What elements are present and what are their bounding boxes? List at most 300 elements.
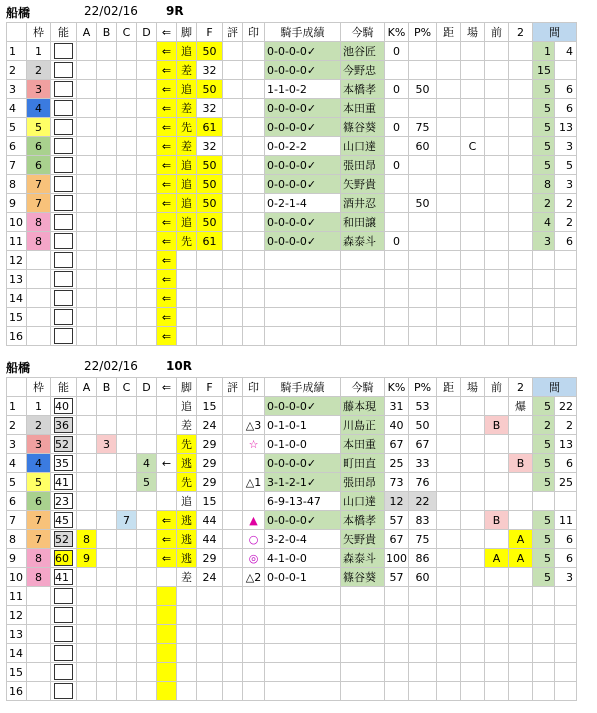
col-d	[137, 625, 157, 644]
second	[509, 625, 533, 644]
jockey-name: 本田重	[341, 435, 385, 454]
course	[461, 492, 485, 511]
col-a	[77, 606, 97, 625]
ability[interactable]	[51, 194, 77, 213]
interval-2: 11	[555, 511, 577, 530]
arrow: ⇐	[157, 42, 177, 61]
frame-number: 5	[27, 118, 51, 137]
previous	[485, 327, 509, 346]
mark	[243, 587, 265, 606]
jockey-record	[265, 644, 341, 663]
col-d	[137, 194, 157, 213]
col-c	[117, 568, 137, 587]
previous	[485, 473, 509, 492]
jockey-name	[341, 289, 385, 308]
col-b	[97, 137, 117, 156]
col-d	[137, 549, 157, 568]
frame-number	[27, 308, 51, 327]
k-percent	[385, 251, 409, 270]
arrow	[157, 682, 177, 701]
jockey-name	[341, 663, 385, 682]
jockey-name	[341, 327, 385, 346]
interval: 5	[533, 397, 555, 416]
k-percent: 12	[385, 492, 409, 511]
interval-2: 6	[555, 80, 577, 99]
arrow: ⇐	[157, 251, 177, 270]
course	[461, 270, 485, 289]
ability-input-box[interactable]	[54, 417, 73, 433]
col-c	[117, 435, 137, 454]
header-p-percent: P%	[409, 23, 437, 42]
course	[461, 213, 485, 232]
ability-input-box[interactable]	[54, 309, 73, 325]
k-percent: 57	[385, 511, 409, 530]
running-style: 差	[177, 137, 197, 156]
rating	[223, 156, 243, 175]
ability-input-box[interactable]	[54, 474, 73, 490]
col-b	[97, 587, 117, 606]
horse-number: 4	[7, 99, 27, 118]
frame-number: 5	[27, 473, 51, 492]
ability[interactable]	[51, 416, 77, 435]
p-percent: 33	[409, 454, 437, 473]
header-jockey-record: 騎手成績	[265, 23, 341, 42]
horse-number: 12	[7, 251, 27, 270]
mark	[243, 397, 265, 416]
ability-input-box[interactable]	[54, 550, 73, 566]
col-c	[117, 473, 137, 492]
ability[interactable]	[51, 270, 77, 289]
header-frame-number: 枠	[27, 23, 51, 42]
table-row	[7, 549, 577, 568]
ability-input-box[interactable]	[54, 493, 73, 509]
ability-value: 52	[55, 438, 69, 451]
ability-input-box[interactable]	[54, 398, 73, 414]
arrow: ⇐	[157, 99, 177, 118]
header-col-b: B	[97, 378, 117, 397]
k-percent: 73	[385, 473, 409, 492]
ability[interactable]	[51, 530, 77, 549]
p-percent	[409, 587, 437, 606]
p-percent: 22	[409, 492, 437, 511]
ability-value: 36	[55, 419, 69, 432]
jockey-record	[265, 663, 341, 682]
second	[509, 606, 533, 625]
previous	[485, 625, 509, 644]
frame-number	[27, 289, 51, 308]
k-percent: 0	[385, 232, 409, 251]
header-horse-number	[7, 23, 27, 42]
ability-input-box[interactable]	[54, 43, 73, 59]
ability[interactable]	[51, 137, 77, 156]
ability-input-box[interactable]	[54, 588, 73, 604]
ability[interactable]	[51, 568, 77, 587]
ability[interactable]	[51, 80, 77, 99]
ability[interactable]	[51, 473, 77, 492]
k-percent	[385, 194, 409, 213]
header-mark: 印	[243, 23, 265, 42]
header-row	[7, 23, 577, 42]
jockey-name: 和田譲	[341, 213, 385, 232]
col-d: 4	[137, 454, 157, 473]
running-style: 追	[177, 397, 197, 416]
header-previous: 前	[485, 23, 509, 42]
arrow: ⇐	[157, 530, 177, 549]
course	[461, 327, 485, 346]
interval	[533, 327, 555, 346]
table-row	[7, 156, 577, 175]
k-percent: 31	[385, 397, 409, 416]
p-percent	[409, 663, 437, 682]
course	[461, 289, 485, 308]
ability[interactable]	[51, 175, 77, 194]
ability-input-box[interactable]	[54, 569, 73, 585]
horse-number: 16	[7, 682, 27, 701]
interval-2: 25	[555, 473, 577, 492]
course	[461, 251, 485, 270]
ability-input-box[interactable]	[54, 176, 73, 192]
col-b	[97, 644, 117, 663]
f-value: 50	[197, 175, 223, 194]
ability-input-box[interactable]	[54, 645, 73, 661]
p-percent	[409, 308, 437, 327]
f-value	[197, 270, 223, 289]
ability-input-box[interactable]	[54, 436, 73, 452]
arrow: ⇐	[157, 137, 177, 156]
arrow	[157, 492, 177, 511]
frame-number	[27, 251, 51, 270]
p-percent	[409, 682, 437, 701]
ability-input-box[interactable]	[54, 328, 73, 344]
f-value	[197, 587, 223, 606]
running-style: 追	[177, 213, 197, 232]
running-style	[177, 270, 197, 289]
col-b	[97, 99, 117, 118]
frame-number: 2	[27, 416, 51, 435]
frame-number	[27, 270, 51, 289]
interval: 5	[533, 137, 555, 156]
course	[461, 99, 485, 118]
col-b	[97, 80, 117, 99]
interval: 15	[533, 61, 555, 80]
previous	[485, 137, 509, 156]
interval-2	[555, 270, 577, 289]
rating	[223, 549, 243, 568]
header-running-style: 脚	[177, 378, 197, 397]
race-number: 9R	[166, 4, 184, 18]
ability[interactable]	[51, 42, 77, 61]
ability[interactable]	[51, 454, 77, 473]
ability[interactable]	[51, 549, 77, 568]
ability[interactable]	[51, 663, 77, 682]
ability-value: 35	[55, 457, 69, 470]
arrow: ⇐	[157, 232, 177, 251]
k-percent	[385, 327, 409, 346]
ability-input-box[interactable]	[54, 512, 73, 528]
interval	[533, 682, 555, 701]
jockey-name	[341, 251, 385, 270]
ability-input-box[interactable]	[54, 271, 73, 287]
interval-2	[555, 663, 577, 682]
previous	[485, 270, 509, 289]
jockey-record	[265, 587, 341, 606]
ability-input-box[interactable]	[54, 455, 73, 471]
k-percent	[385, 682, 409, 701]
f-value: 61	[197, 232, 223, 251]
col-d	[137, 416, 157, 435]
distance	[437, 251, 461, 270]
frame-number: 7	[27, 194, 51, 213]
jockey-name: 藤本現	[341, 397, 385, 416]
course	[461, 156, 485, 175]
previous: B	[485, 416, 509, 435]
running-style: 追	[177, 80, 197, 99]
ability[interactable]	[51, 327, 77, 346]
k-percent	[385, 644, 409, 663]
second	[509, 156, 533, 175]
f-value: 50	[197, 80, 223, 99]
table-row	[7, 194, 577, 213]
col-c	[117, 606, 137, 625]
second	[509, 99, 533, 118]
interval-2	[555, 625, 577, 644]
frame-number: 8	[27, 232, 51, 251]
rating	[223, 308, 243, 327]
interval-2	[555, 644, 577, 663]
ability[interactable]	[51, 118, 77, 137]
mark	[243, 156, 265, 175]
frame-number: 7	[27, 530, 51, 549]
course	[461, 454, 485, 473]
col-a	[77, 327, 97, 346]
frame-number	[27, 327, 51, 346]
col-b	[97, 568, 117, 587]
col-a	[77, 251, 97, 270]
second	[509, 492, 533, 511]
col-c	[117, 232, 137, 251]
jockey-name: 矢野貴	[341, 175, 385, 194]
header-col-a: A	[77, 378, 97, 397]
table-row	[7, 663, 577, 682]
table-row	[7, 416, 577, 435]
frame-number: 6	[27, 137, 51, 156]
interval: 2	[533, 194, 555, 213]
ability[interactable]	[51, 61, 77, 80]
interval: 5	[533, 80, 555, 99]
ability[interactable]	[51, 625, 77, 644]
header-k-percent: K%	[385, 378, 409, 397]
ability[interactable]	[51, 435, 77, 454]
ability-input-box[interactable]	[54, 100, 73, 116]
running-style	[177, 327, 197, 346]
ability[interactable]	[51, 587, 77, 606]
frame-number: 6	[27, 156, 51, 175]
running-style: 先	[177, 118, 197, 137]
col-a	[77, 416, 97, 435]
ability[interactable]	[51, 606, 77, 625]
rating	[223, 530, 243, 549]
rating	[223, 80, 243, 99]
col-c	[117, 156, 137, 175]
ability-input-box[interactable]	[54, 683, 73, 699]
ability-input-box[interactable]	[54, 531, 73, 547]
col-b	[97, 682, 117, 701]
ability-value: 41	[55, 476, 69, 489]
jockey-name: 張田昂	[341, 156, 385, 175]
previous	[485, 232, 509, 251]
ability-input-box[interactable]	[54, 290, 73, 306]
running-style: 追	[177, 175, 197, 194]
col-d	[137, 587, 157, 606]
running-style: 追	[177, 42, 197, 61]
col-c	[117, 194, 137, 213]
ability[interactable]	[51, 682, 77, 701]
col-d	[137, 435, 157, 454]
second	[509, 568, 533, 587]
p-percent	[409, 156, 437, 175]
ability[interactable]	[51, 213, 77, 232]
ability[interactable]	[51, 289, 77, 308]
frame-number: 7	[27, 511, 51, 530]
interval: 5	[533, 568, 555, 587]
col-c	[117, 327, 137, 346]
ability-input-box[interactable]	[54, 664, 73, 680]
k-percent	[385, 175, 409, 194]
ability[interactable]	[51, 397, 77, 416]
ability-input-box[interactable]	[54, 157, 73, 173]
header-jockey-name: 今騎	[341, 378, 385, 397]
ability-input-box[interactable]	[54, 214, 73, 230]
ability-input-box[interactable]	[54, 195, 73, 211]
ability[interactable]	[51, 251, 77, 270]
ability[interactable]	[51, 99, 77, 118]
f-value	[197, 308, 223, 327]
col-a	[77, 137, 97, 156]
k-percent: 67	[385, 530, 409, 549]
header-row	[7, 378, 577, 397]
p-percent: 50	[409, 416, 437, 435]
interval-2: 4	[555, 42, 577, 61]
ability-input-box[interactable]	[54, 81, 73, 97]
horse-number: 10	[7, 568, 27, 587]
course	[461, 308, 485, 327]
table-row	[7, 99, 577, 118]
mark	[243, 42, 265, 61]
col-d	[137, 213, 157, 232]
interval	[533, 587, 555, 606]
col-a: 9	[77, 549, 97, 568]
interval-2: 2	[555, 194, 577, 213]
table-row	[7, 682, 577, 701]
jockey-record	[265, 606, 341, 625]
frame-number	[27, 606, 51, 625]
mark	[243, 663, 265, 682]
header-col-b: B	[97, 23, 117, 42]
second: B	[509, 454, 533, 473]
header-arrow: ⇐	[157, 23, 177, 42]
jockey-name: 矢野貴	[341, 530, 385, 549]
distance	[437, 118, 461, 137]
rating	[223, 213, 243, 232]
ability-input-box[interactable]	[54, 138, 73, 154]
col-a	[77, 644, 97, 663]
interval-2: 3	[555, 175, 577, 194]
ability-input-box[interactable]	[54, 62, 73, 78]
p-percent	[409, 644, 437, 663]
col-d	[137, 156, 157, 175]
jockey-record: 0-0-0-0✓	[265, 175, 341, 194]
rating	[223, 327, 243, 346]
ability[interactable]	[51, 232, 77, 251]
jockey-name: 本橋孝	[341, 511, 385, 530]
rating	[223, 42, 243, 61]
ability-input-box[interactable]	[54, 119, 73, 135]
col-d	[137, 606, 157, 625]
rating	[223, 682, 243, 701]
ability[interactable]	[51, 492, 77, 511]
table-row	[7, 289, 577, 308]
jockey-record: 0-0-0-0✓	[265, 156, 341, 175]
k-percent: 100	[385, 549, 409, 568]
ability-input-box[interactable]	[54, 607, 73, 623]
col-b	[97, 625, 117, 644]
running-style: 逃	[177, 530, 197, 549]
interval: 5	[533, 473, 555, 492]
jockey-name: 酒井忍	[341, 194, 385, 213]
mark	[243, 99, 265, 118]
col-b	[97, 289, 117, 308]
ability-input-box[interactable]	[54, 233, 73, 249]
mark	[243, 194, 265, 213]
interval-2	[555, 308, 577, 327]
p-percent: 86	[409, 549, 437, 568]
jockey-name: 篠谷葵	[341, 118, 385, 137]
col-a	[77, 587, 97, 606]
arrow: ⇐	[157, 327, 177, 346]
previous	[485, 42, 509, 61]
col-c	[117, 42, 137, 61]
interval-2: 6	[555, 99, 577, 118]
second	[509, 270, 533, 289]
p-percent	[409, 175, 437, 194]
ability-input-box[interactable]	[54, 252, 73, 268]
col-c	[117, 416, 137, 435]
interval-2: 13	[555, 118, 577, 137]
col-a	[77, 175, 97, 194]
mark	[243, 270, 265, 289]
distance	[437, 473, 461, 492]
col-b	[97, 61, 117, 80]
arrow: ⇐	[157, 289, 177, 308]
rating	[223, 454, 243, 473]
mark	[243, 61, 265, 80]
ability-input-box[interactable]	[54, 626, 73, 642]
header-rating: 評	[223, 378, 243, 397]
col-c	[117, 61, 137, 80]
ability[interactable]	[51, 511, 77, 530]
interval: 5	[533, 156, 555, 175]
horse-number: 6	[7, 137, 27, 156]
frame-number	[27, 682, 51, 701]
ability-value: 60	[55, 552, 69, 565]
rating	[223, 175, 243, 194]
ability[interactable]	[51, 644, 77, 663]
ability[interactable]	[51, 156, 77, 175]
ability[interactable]	[51, 308, 77, 327]
horse-number: 15	[7, 663, 27, 682]
previous	[485, 80, 509, 99]
interval	[533, 251, 555, 270]
